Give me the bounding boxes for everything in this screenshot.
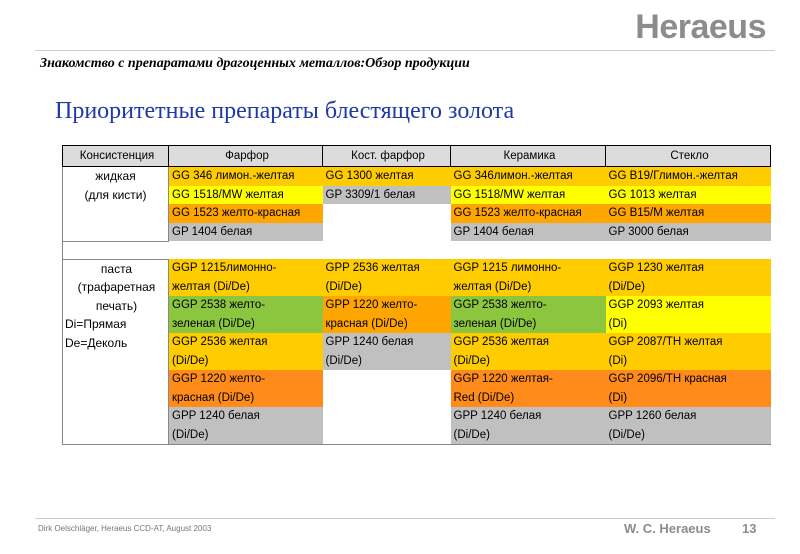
consistency-paste bbox=[63, 259, 169, 445]
column-header: Кост. фарфор bbox=[323, 146, 451, 167]
table-row bbox=[63, 186, 771, 205]
table-cell: GGP 2538 желто- зеленая (Di/De) bbox=[169, 296, 323, 333]
consistency-label: печать) bbox=[95, 298, 138, 313]
table-cell: GG 1523 желто-красная bbox=[451, 204, 606, 223]
spacer-row bbox=[63, 241, 771, 259]
table-cell: GG 346 лимон.-желтая bbox=[169, 167, 323, 186]
consistency-label: (для кисти) bbox=[84, 187, 147, 202]
table-cell: GGP 2536 желтая (Di/De) bbox=[451, 333, 606, 370]
table-cell: GGP 1215лимонно- желтая (Di/De) bbox=[169, 259, 323, 296]
column-header: Стекло bbox=[606, 146, 771, 167]
page-number: 13 bbox=[742, 521, 757, 536]
table-cell bbox=[323, 223, 451, 242]
column-header: Консистенция bbox=[63, 146, 169, 167]
table-cell: GG B15/M желтая bbox=[606, 204, 771, 223]
table-cell: GG 346лимон.-желтая bbox=[451, 167, 606, 186]
table-cell: GGP 2536 желтая (Di/De) bbox=[169, 333, 323, 370]
table-cell: GG 1300 желтая bbox=[323, 167, 451, 186]
table-cell bbox=[323, 204, 451, 223]
consistency-label: паста bbox=[100, 261, 133, 276]
table-cell: GGP 2096/TH красная (Di) bbox=[606, 370, 771, 407]
table-cell: GGP 2538 желто- зеленая (Di/De) bbox=[451, 296, 606, 333]
consistency-label: Di=Прямая bbox=[65, 317, 127, 331]
table-cell: GGP 1220 желтая- Red (Di/De) bbox=[451, 370, 606, 407]
table-cell: GP 1404 белая bbox=[451, 223, 606, 242]
table-row bbox=[63, 204, 771, 223]
table-cell: GPP 2536 желтая (Di/De) bbox=[323, 259, 451, 296]
table-cell: GG 1523 желто-красная bbox=[169, 204, 323, 223]
table-row bbox=[63, 370, 771, 407]
slide-subtitle: Знакомство с препаратами драгоценных металлов:Обзор продукции bbox=[40, 56, 470, 71]
column-header: Керамика bbox=[451, 146, 606, 167]
slide-title: Приоритетные препараты блестящего золота bbox=[55, 98, 515, 124]
table-cell: GGP 1220 желто- красная (Di/De) bbox=[169, 370, 323, 407]
table-row bbox=[63, 296, 771, 333]
table-cell: GPP 1240 белая (Di/De) bbox=[169, 407, 323, 445]
table-cell: GGP 1230 желтая (Di/De) bbox=[606, 259, 771, 296]
footer-divider bbox=[35, 518, 775, 519]
table-cell: GG 1518/MW желтая bbox=[169, 186, 323, 205]
table-cell: GP 1404 белая bbox=[169, 223, 323, 242]
table-row bbox=[63, 333, 771, 370]
column-header: Фарфор bbox=[169, 146, 323, 167]
table-cell: GGP 1215 лимонно- желтая (Di/De) bbox=[451, 259, 606, 296]
table-cell bbox=[323, 407, 451, 445]
footer-author: Dirk Oelschläger, Heraeus CCD-AT, August 2003 bbox=[38, 524, 212, 533]
table-cell: GPP 1240 белая (Di/De) bbox=[451, 407, 606, 445]
consistency-label: (трафаретная bbox=[77, 280, 156, 294]
table-cell: GGP 2087/TH желтая (Di) bbox=[606, 333, 771, 370]
consistency-liquid bbox=[63, 167, 169, 242]
table-cell: GG 1013 желтая bbox=[606, 186, 771, 205]
consistency-label: De=Деколь bbox=[65, 335, 128, 350]
table-row bbox=[63, 167, 771, 186]
table-row bbox=[63, 259, 771, 296]
table-header-row bbox=[63, 146, 771, 167]
table-row bbox=[63, 223, 771, 242]
table-cell: GP 3000 белая bbox=[606, 223, 771, 242]
table-cell: GPP 1240 белая (Di/De) bbox=[323, 333, 451, 370]
heraeus-logo: Heraeus bbox=[635, 8, 766, 46]
product-table bbox=[62, 145, 771, 445]
table-row bbox=[63, 407, 771, 445]
table-cell: GG 1518/MW желтая bbox=[451, 186, 606, 205]
footer-company: W. C. Heraeus bbox=[624, 521, 711, 536]
table-cell: GPP 1260 белая (Di/De) bbox=[606, 407, 771, 445]
table-cell: GG B19/Глимон.-желтая bbox=[606, 167, 771, 186]
table-cell: GPP 1220 желто- красная (Di/De) bbox=[323, 296, 451, 333]
table-cell bbox=[323, 370, 451, 407]
header-divider bbox=[35, 50, 775, 51]
table-cell: GP 3309/1 белая bbox=[323, 186, 451, 205]
consistency-label: жидкая bbox=[95, 169, 136, 183]
table-cell: GGP 2093 желтая (Di) bbox=[606, 296, 771, 333]
